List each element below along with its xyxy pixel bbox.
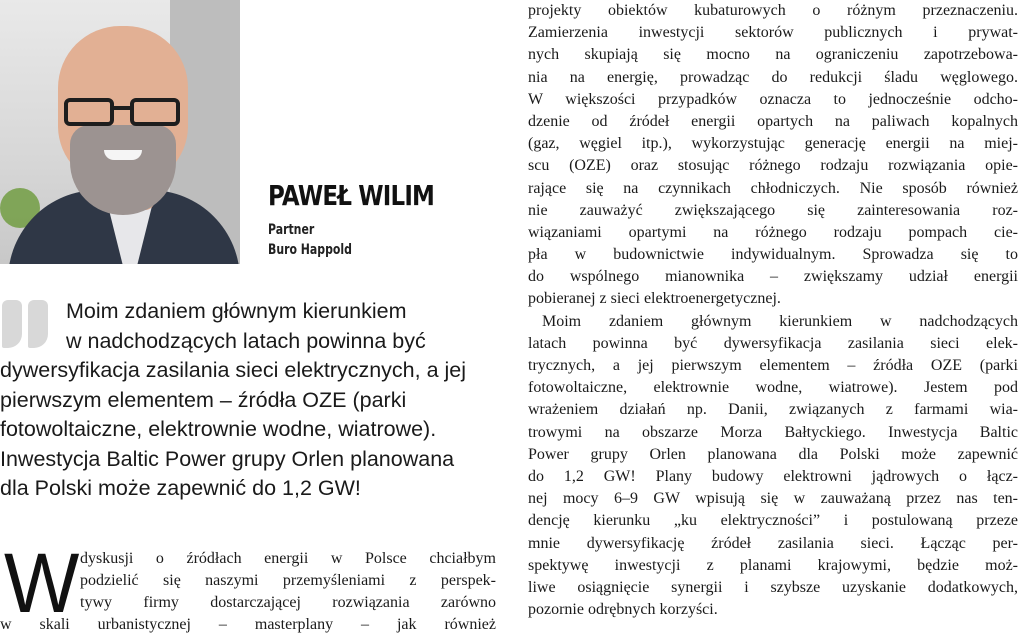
photo-smile (104, 150, 142, 160)
body-line: trycznych, a jej pierwszym elementem – źródła OZE (parki (528, 357, 1018, 374)
intro-line: podzielić się naszymi przemyśleniami z perspek- (80, 572, 496, 589)
body-line: rające się na czynnikach chłodniczych. Nie sposób również (528, 179, 1018, 197)
body-line: liwe osiągnięcie synergii i szybsze uzyskanie dodatkowych, (528, 578, 1018, 596)
intro-line: tywy firmy dostarczającej rozwiązania zarówno (80, 594, 496, 611)
body-line: trowymi na obszarze Morza Bałtyckiego. Inwestycja Baltic (528, 423, 1018, 441)
glasses-right-lens (130, 98, 180, 126)
body-line: do wspólnego mianownika – zwiększamy udział energii (528, 268, 1018, 286)
quote-line: pierwszym elementem – źródła OZE (parki (0, 387, 407, 412)
author-role: Partner (268, 222, 315, 238)
author-photo (0, 0, 240, 264)
quote-line: dla Polski może zapewnić do 1,2 GW! (0, 476, 361, 500)
drop-cap: W (3, 536, 80, 630)
intro-line: w skali urbanistycznej – masterplany – jak również (0, 616, 496, 633)
quote-line: fotowoltaiczne, elektrownie wodne, wiatrowe). (0, 417, 437, 441)
intro-line: dyskusji o źródłach energii w Polsce chciałbym (80, 550, 496, 567)
body-line: scu (OZE) oraz stosując różnego rodzaju rozwiązania opie- (528, 157, 1018, 175)
pull-quote (0, 297, 500, 504)
body-line: dencję kierunku „ku elektryczności” i postulowaną przeze (528, 512, 1018, 530)
body-line: nej mocy 6–9 GW wpisują się w zauważaną przez nas ten- (528, 490, 1018, 508)
glasses-left-lens (64, 98, 114, 126)
body-line: W większości przypadków oznacza to jednocześnie odcho- (528, 90, 1018, 108)
body-line: pozornie odrębnych korzyści. (528, 601, 718, 619)
body-line: latach powinna być dywersyfikacja zasilania sieci elek- (528, 334, 1018, 352)
author-info (268, 178, 471, 260)
body-line: pobieranej z sieci elektroenergetycznej. (528, 290, 781, 308)
body-line: (gaz, węgiel itp.), wykorzystując generację energii na miej- (528, 135, 1018, 153)
body-line: nia na energię, prowadząc do redukcji śladu węglowego. (528, 68, 1018, 86)
author-company: Buro Happold (268, 242, 352, 258)
body-line: wrażeniem działań np. Danii, związanych z farmami wia- (528, 401, 1018, 419)
body-line: Zamierzenia inwestycji sektorów publicznych i prywat- (528, 24, 1018, 42)
quote-line: Moim zdaniem głównym kierunkiem (66, 299, 407, 323)
body-line: Moim zdaniem głównym kierunkiem w nadchodzących (542, 312, 1018, 330)
quote-line: w nadchodzących latach powinna być (66, 328, 426, 353)
photo-glasses (64, 98, 182, 128)
body-line: Power grupy Orlen planowana dla Polski może zapewnić (528, 445, 1018, 463)
body-line: mnie dywersyfikację źródeł zasilania sieci. Łącząc per- (528, 534, 1018, 552)
body-line: pła w budownictwie indywidualnym. Sprowadza się to (528, 246, 1018, 264)
body-line: nie zauważyć zwiększającego się zainteresowania roz- (528, 201, 1018, 219)
body-line: spektywę inwestycji z planami krajowymi, będzie moż- (528, 556, 1018, 574)
quote-line: dywersyfikacja zasilania sieci elektrycznych, a jej (0, 358, 467, 382)
body-line: fotowoltaiczne, elektrownie wodne, wiatrowe). Jestem pod (528, 379, 1018, 397)
body-line: do 1,2 GW! Plany budowy elektrowni jądrowych o łącz- (528, 467, 1018, 485)
author-name: PAWEŁ WILIM (268, 179, 435, 212)
quote-line: Inwestycja Baltic Power grupy Orlen planowana (0, 446, 455, 471)
body-line: wiązaniami opartymi na różnego rodzaju pompach cie- (528, 223, 1018, 241)
body-line: nych skupiają się mocno na ograniczeniu zapotrzebowa- (528, 46, 1018, 64)
body-column-right (528, 0, 1018, 621)
body-line: projekty obiektów kubaturowych o różnym przeznaczeniu. (528, 2, 1018, 19)
glasses-bridge (112, 106, 132, 110)
intro-paragraph (0, 536, 496, 636)
body-line: dzenie od źródeł energii opartych na paliwach kopalnych (528, 112, 1018, 130)
